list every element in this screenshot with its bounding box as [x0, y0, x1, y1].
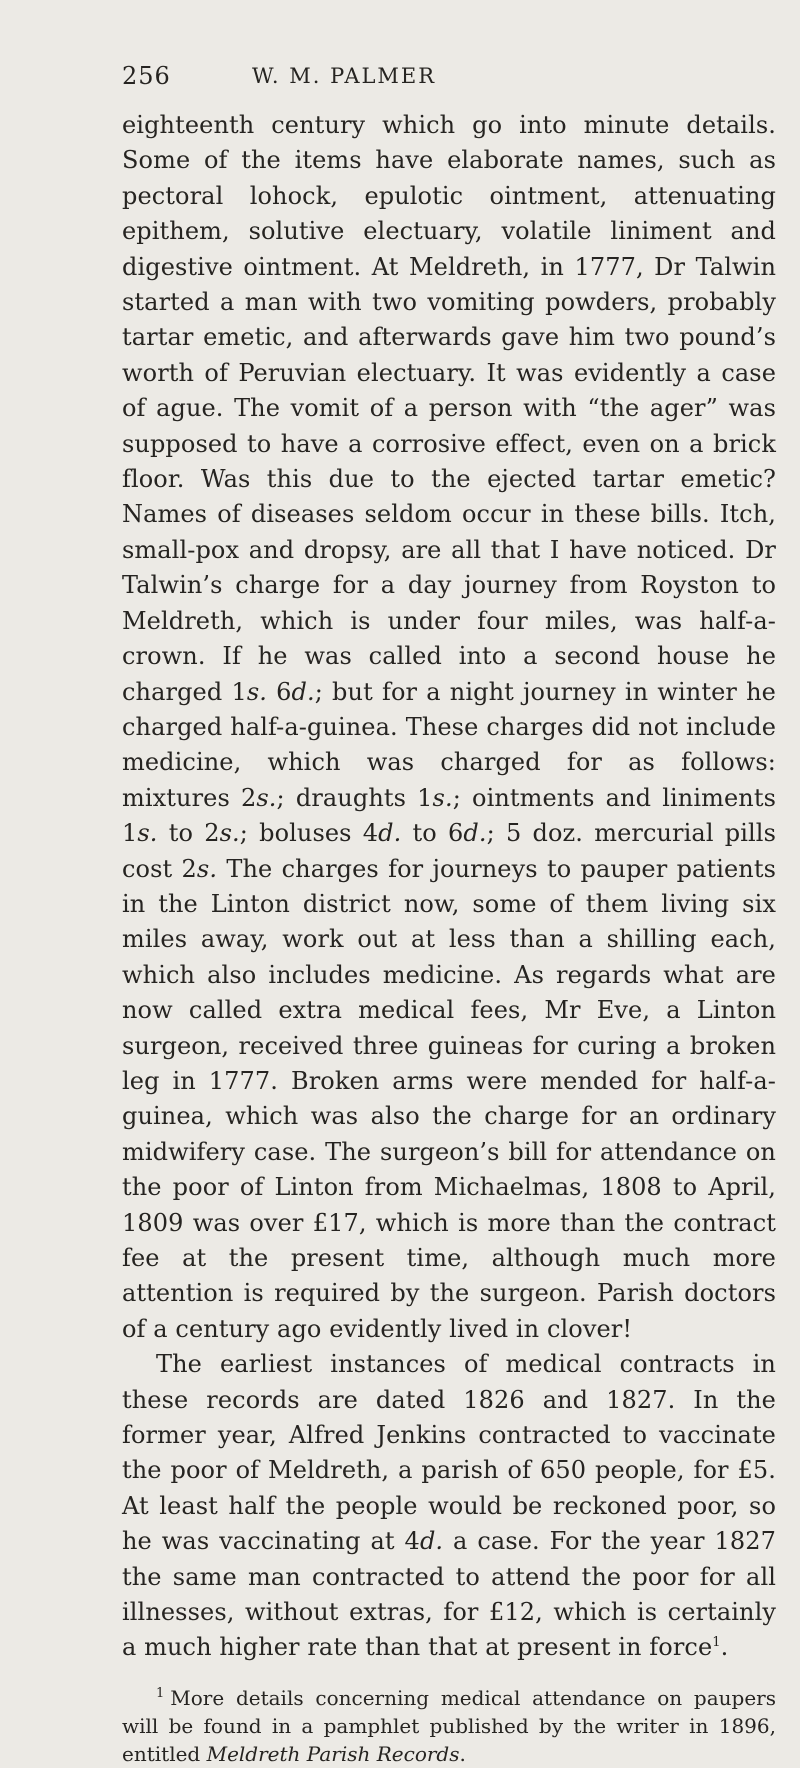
- paragraph-1-text: The charges for journeys to pauper patients in the Linton district now, some of them living six miles away, work out at less than a shilling each, which also includes medicine. As regards what are now called extra medical fees, Mr Eve, a Linton surgeon, received three guineas for curing a broken leg in 1777. Broken arms were mended for half-a-guinea, which was also the charge for an ordinary midwifery case. The surgeon’s bill for attendance on the poor of Linton from Michaelmas, 1808 to April, 1809 was over £17, which is more than the contract fee at the present time, although much more attention is required by the surgeon. Parish doctors of a century ago evidently lived in clover!: [122, 854, 776, 1343]
- paragraph-2-text: a case. For the year 1827 the same man contracted to attend the poor for all illnesses, without extras, for £12, which is certainly a much higher rate than that at present in force: [122, 1527, 776, 1662]
- running-head: [122, 62, 776, 98]
- currency-abbr: d.: [378, 819, 402, 848]
- paragraph-1: [122, 108, 776, 1347]
- footnote: [122, 1684, 776, 1768]
- paragraph-1-text: to 2: [157, 819, 220, 848]
- paragraph-1-text: ; boluses 4: [239, 819, 379, 848]
- currency-abbr: s.: [432, 783, 453, 812]
- footnote-paragraph: [122, 1684, 776, 1768]
- paragraph-1-text: eighteenth century which go into minute details. Some of the items have elaborate names, such as pectoral lohock, epulotic ointment, attenuating epithem, solutive electuary, volatile liniment and digestive ointment. At Meldreth, in 1777, Dr Talwin started a man with two vomiting powders, probably tartar emetic, and afterwards gave him two pound’s worth of Peruvian electuary. It was evidently a case of ague. The vomit of a person with “the ager” was supposed to have a corrosive effect, even on a brick floor. Was this due to the ejected tartar emetic? Names of diseases seldom occur in these bills. Itch, small-pox and dropsy, are all that I have noticed. Dr Talwin’s charge for a day journey from Royston to Meldreth, which is under four miles, was half-a-crown. If he was called into a second house he charged 1: [122, 111, 776, 706]
- paragraph-1-text: ; 5 doz. mercurial pills cost 2: [122, 819, 776, 883]
- paragraph-2: [122, 1347, 776, 1666]
- footnote-text: .: [459, 1741, 466, 1766]
- currency-abbr: s.: [219, 819, 240, 848]
- page-number: 256: [122, 62, 171, 90]
- body-text: [122, 108, 776, 1666]
- footnote-reference[interactable]: 1: [712, 1635, 721, 1651]
- paragraph-1-text: ; ointments and liniments 1: [122, 783, 776, 848]
- currency-abbr: d.: [291, 677, 315, 706]
- currency-abbr: s.: [137, 819, 158, 848]
- footnote-cited-title: Meldreth Parish Records: [206, 1741, 460, 1766]
- running-head-author: W. M. PALMER: [252, 64, 437, 88]
- currency-abbr: s.: [246, 677, 267, 706]
- footnote-text: More details concerning medical attendance on paupers will be found in a pamphlet published by the writer in 1896, entitled: [122, 1685, 776, 1766]
- paragraph-1-text: ; draughts 1: [276, 783, 433, 812]
- paragraph-2-text: The earliest instances of medical contracts in these records are dated 1826 and 1827. In the former year, Alfred Jenkins contracted to vaccinate the poor of Meldreth, a parish of 650 people, for £5. At least half the people would be reckoned poor, so he was vaccinating at 4: [122, 1350, 776, 1556]
- paragraph-2-text: .: [720, 1633, 729, 1662]
- currency-abbr: s.: [256, 783, 277, 812]
- footnote-marker: 1: [156, 1686, 165, 1702]
- paragraph-1-text: 6: [266, 677, 292, 706]
- paragraph-1-text: to 6: [401, 819, 464, 848]
- currency-abbr: d.: [463, 819, 487, 848]
- currency-abbr: s.: [196, 854, 218, 883]
- paragraph-1-text: ; but for a night journey in winter he charged half-a-guinea. These charges did not include medicine, which was charged for as follows: mixtures 2: [122, 677, 776, 812]
- currency-abbr: d.: [419, 1527, 444, 1556]
